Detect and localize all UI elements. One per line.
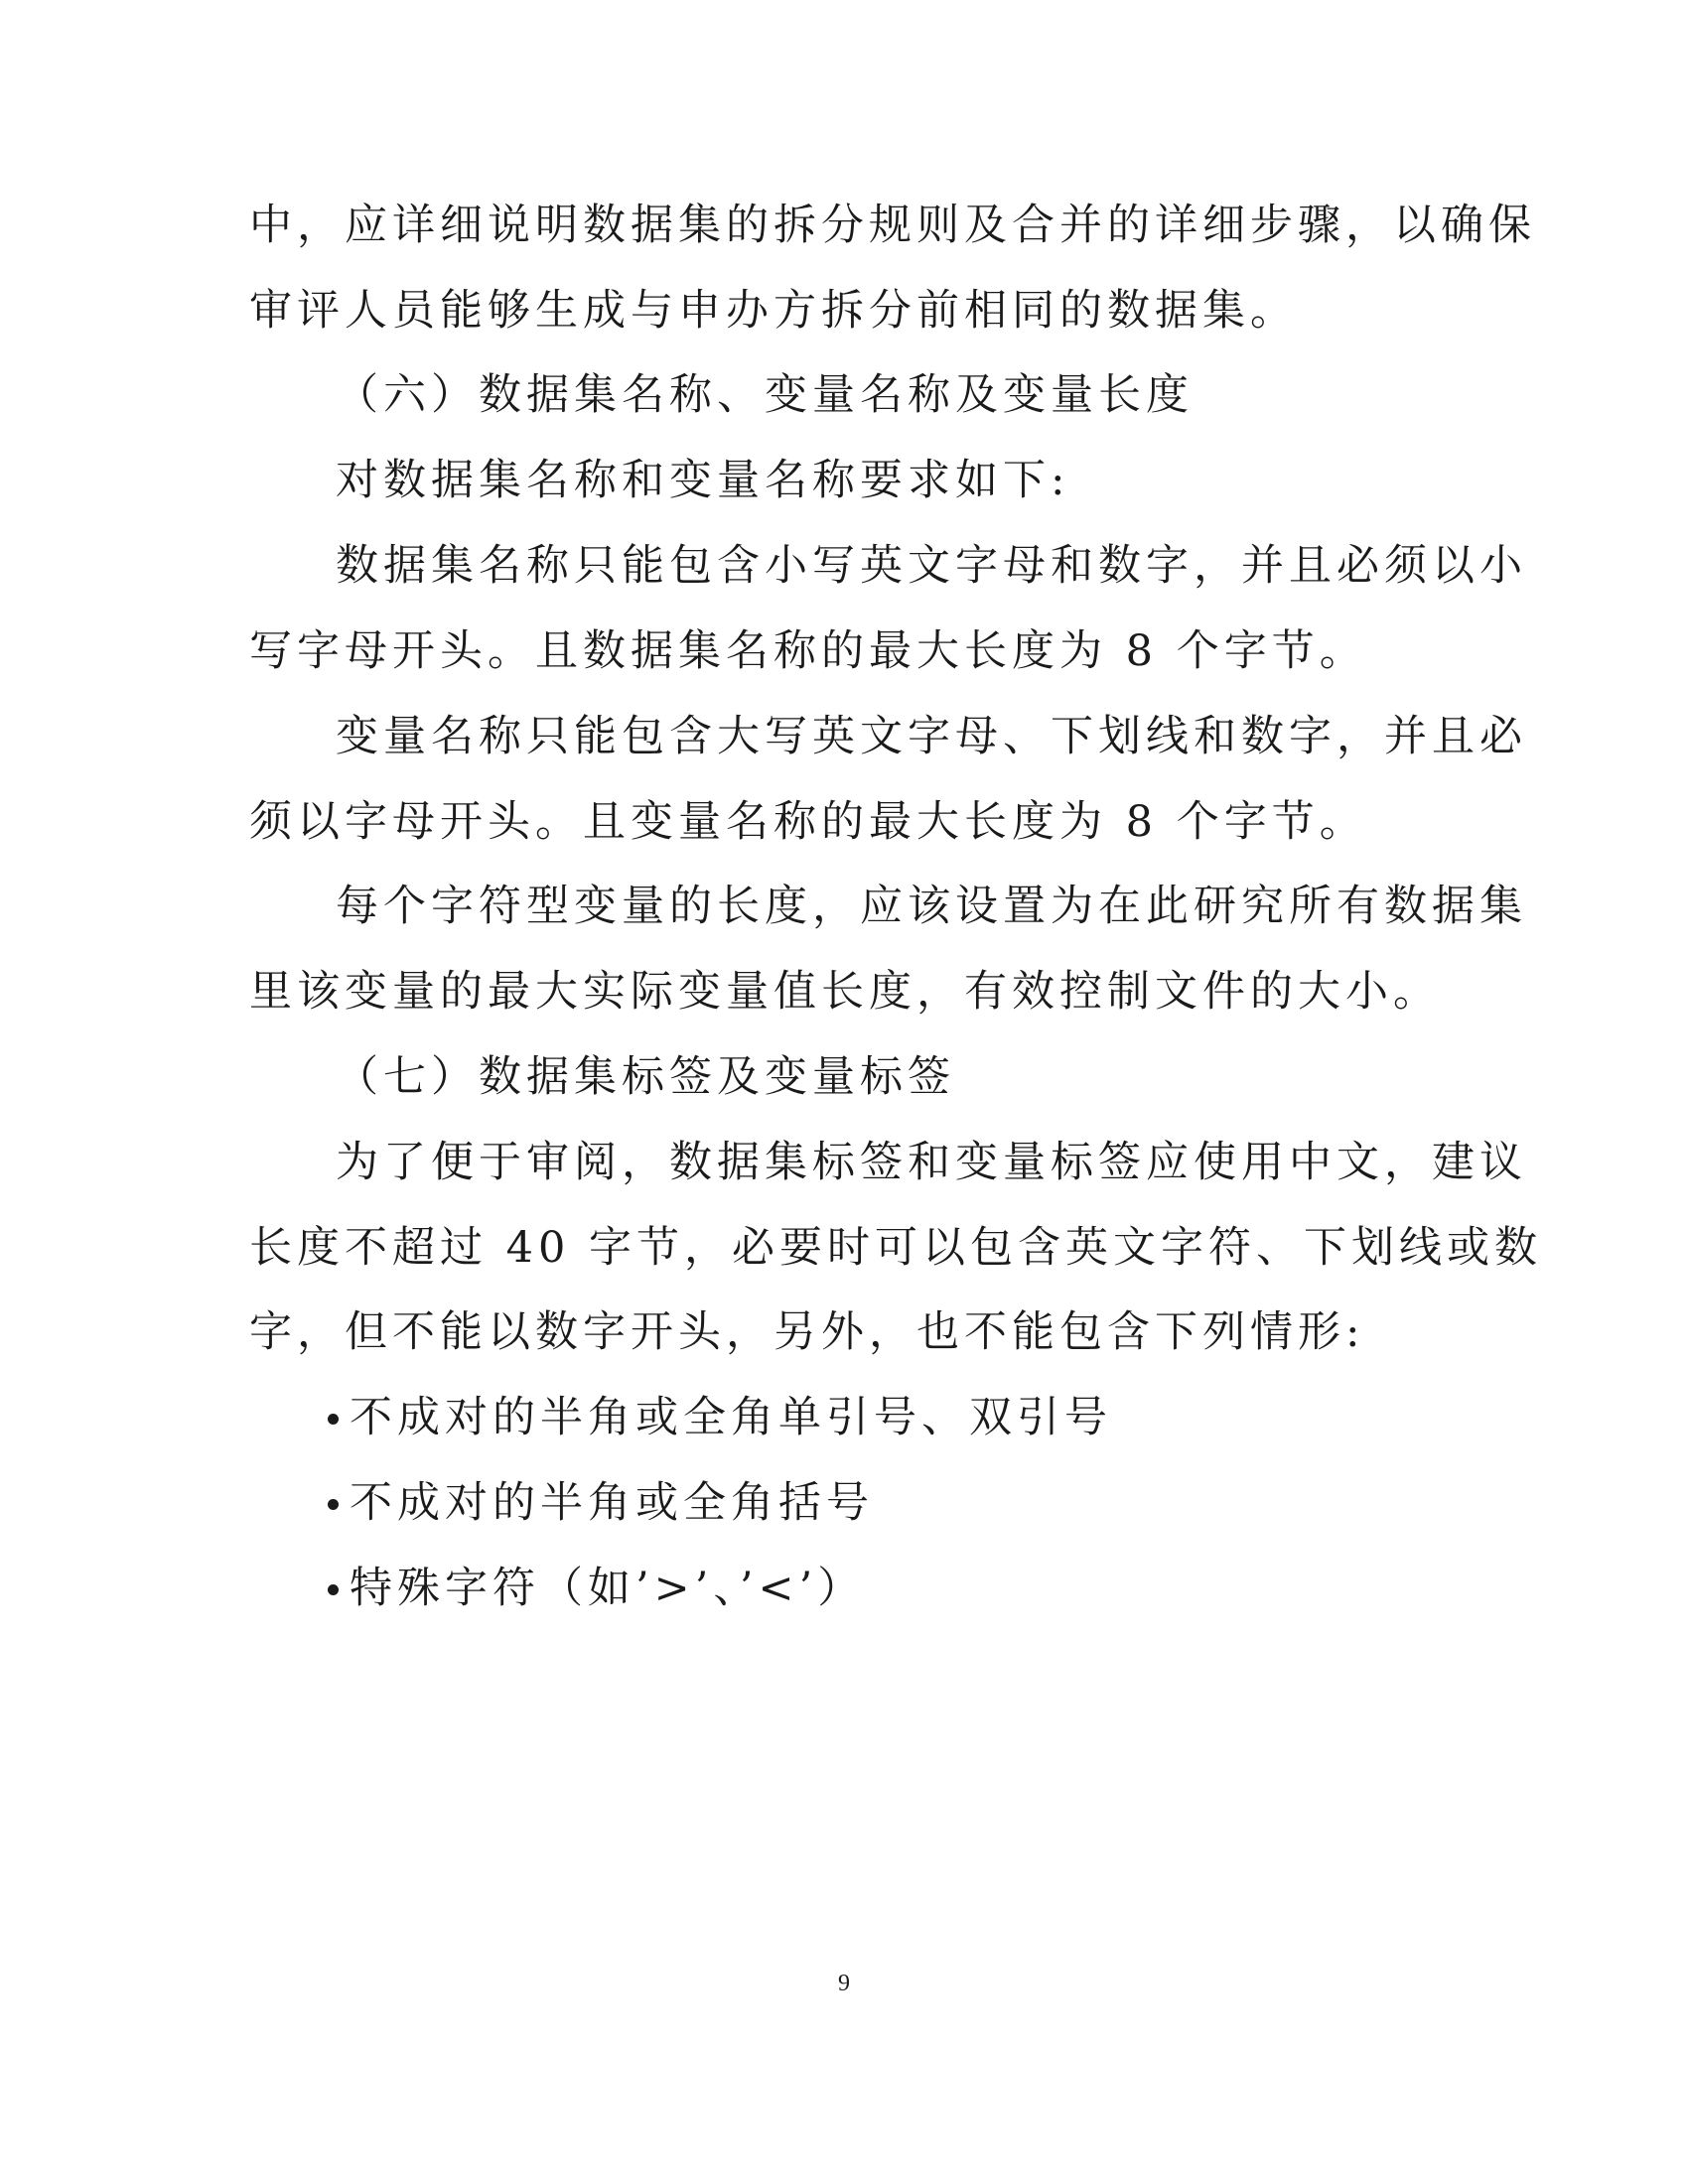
paragraph-line: 写字母开头。且数据集名称的最大长度为 8 个字节。 [249, 626, 1367, 676]
bullet-item [350, 1388, 1112, 1447]
paragraph-line: 变量名称只能包含大写英文字母、下划线和数字，并且必 [336, 712, 1527, 761]
paragraph-line: 数据集名称只能包含小写英文字母和数字，并且必须以小 [336, 541, 1527, 591]
paragraph-line: 中，应详细说明数据集的拆分规则及合并的详细步骤，以确保 [249, 201, 1536, 250]
bullet-item [350, 1473, 874, 1533]
bullet-dot-icon [328, 1414, 339, 1425]
paragraph-line: 须以字母开头。且变量名称的最大长度为 8 个字节。 [249, 797, 1367, 847]
paragraph-line: 长度不超过 40 字节，必要时可以包含英文字符、下划线或数 [249, 1223, 1543, 1273]
paragraph-line: 为了便于审阅，数据集标签和变量标签应使用中文，建议 [336, 1138, 1527, 1187]
paragraph-line: 每个字符型变量的长度，应该设置为在此研究所有数据集 [336, 882, 1527, 931]
paragraph-line: 字，但不能以数字开头，另外，也不能包含下列情形: [249, 1307, 1365, 1357]
bullet-text: 不成对的半角或全角括号 [350, 1478, 874, 1528]
section-heading-7: （七）数据集标签及变量标签 [336, 1052, 955, 1102]
paragraph-line: 里该变量的最大实际变量值长度，有效控制文件的大小。 [249, 967, 1441, 1017]
bullet-text: 不成对的半角或全角单引号、双引号 [350, 1393, 1112, 1442]
paragraph-line: 对数据集名称和变量名称要求如下: [336, 456, 1070, 505]
paragraph-line: 审评人员能够生成与申办方拆分前相同的数据集。 [249, 286, 1298, 336]
bullet-dot-icon [328, 1584, 339, 1595]
bullet-text: 特殊字符（如’>’、’<’） [350, 1564, 866, 1613]
bullet-item [350, 1559, 865, 1618]
section-heading-6: （六）数据集名称、变量名称及变量长度 [336, 370, 1194, 420]
page-number: 9 [838, 1971, 850, 1996]
bullet-dot-icon [328, 1499, 339, 1510]
